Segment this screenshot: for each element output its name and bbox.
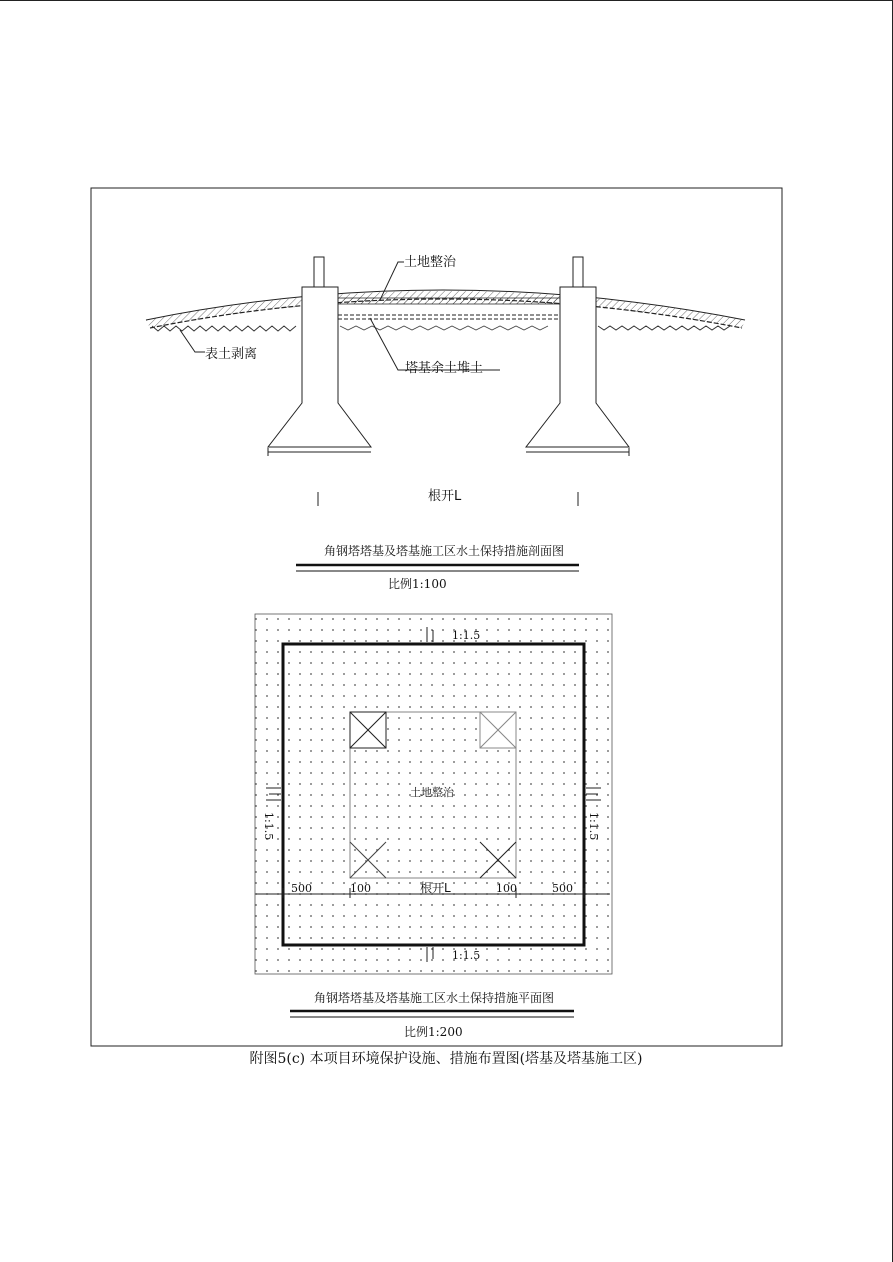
dim-100-left: 100 [350, 882, 371, 895]
left-stub [314, 257, 324, 287]
zigzag-middle [340, 326, 548, 330]
dim-100-right: 100 [496, 882, 517, 895]
dim-500-right: 500 [552, 882, 573, 895]
label-surplus-soil: 塔基余土堆土 [405, 361, 484, 376]
tower-foot-top-left [350, 712, 386, 748]
slope-label-bottom: 1:1.5 [452, 949, 481, 962]
label-root-span-section: 根开L [428, 489, 462, 504]
leader-topsoil [180, 330, 205, 352]
tower-foot-top-right [480, 712, 516, 748]
label-land-reclamation-plan: 土地整治 [410, 786, 454, 799]
right-stub [573, 257, 583, 287]
topsoil-hatch [146, 291, 745, 328]
label-topsoil-stripping: 表土剥离 [205, 347, 258, 362]
left-foundation [268, 287, 371, 447]
section-scale: 比例1:100 [388, 577, 447, 591]
slope-label-left: 1:1.5 [262, 812, 275, 841]
plan-title: 角钢塔塔基及塔基施工区水土保持措施平面图 [313, 991, 555, 1005]
slope-label-right: 1:1.5 [587, 812, 600, 841]
zigzag-left [152, 326, 296, 331]
dim-500-left: 500 [291, 882, 312, 895]
plan-view [255, 614, 612, 1039]
plan-scale: 比例1:200 [404, 1025, 463, 1039]
slope-label-top: 1:1.5 [452, 629, 481, 642]
label-root-span-plan: 根开L [420, 881, 451, 895]
zigzag-right [598, 326, 730, 330]
surplus-soil-pile [338, 298, 560, 304]
right-foundation [526, 287, 629, 447]
section-view [146, 254, 745, 591]
section-title: 角钢塔塔基及塔基施工区水土保持措施剖面图 [323, 544, 565, 558]
label-land-reclamation: 土地整治 [404, 255, 457, 270]
figure-caption: 附图5(c) 本项目环境保护设施、措施布置图(塔基及塔基施工区) [249, 1051, 643, 1067]
